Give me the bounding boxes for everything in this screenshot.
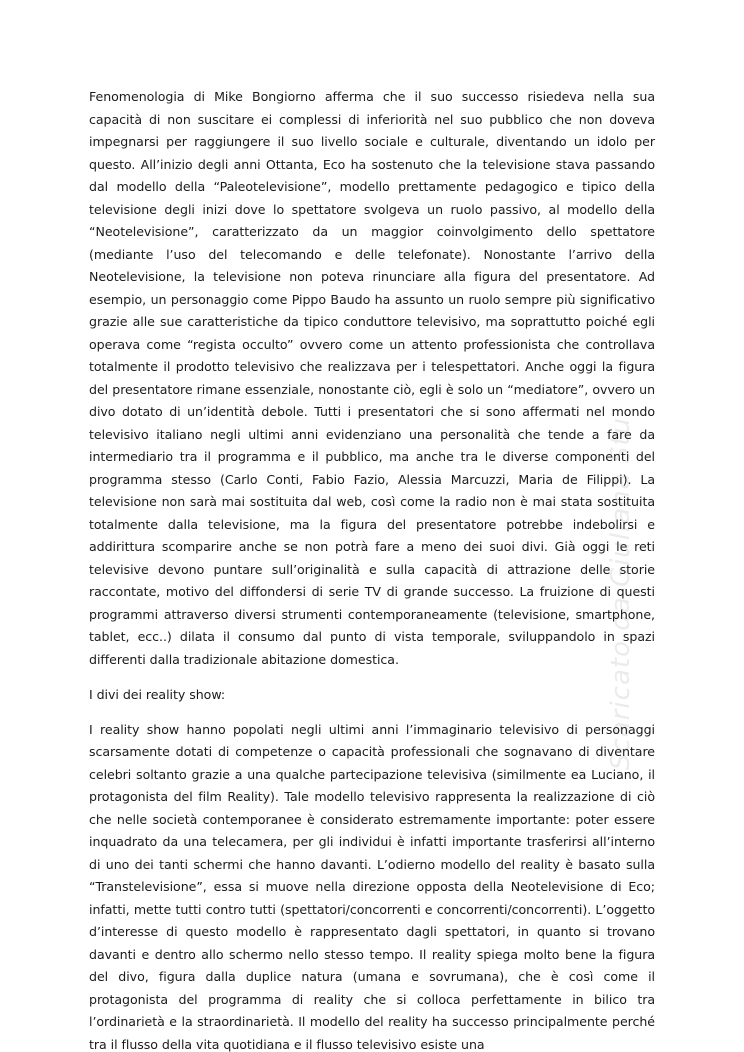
watermark: Scaricato da Giuliana Stu [606, 416, 636, 770]
section-heading-reality: I divi dei reality show: [89, 686, 226, 702]
paragraph-presentatore: Fenomenologia di Mike Bongiorno afferma che il suo successo risiedeva nella sua capacità di non suscitare ei complessi di inferiorità nel suo pubblico che non doveva impegnarsi per raggiungere il suo livello sociale e culturale, diventando un idolo per questo. All’inizio degli anni Ottanta, Eco ha sostenuto che la televisione stava passando dal modello della “Paleotelevisione”, modello prettamente pedagogico e tipico della televisione degli inizi dove lo spettatore svolgeva un ruolo passivo, al modello della “Neotelevisione”, caratterizzato da un maggior coinvolgimento dello spettatore (mediante l’uso del telecomando e delle telefonate). Nonostante l’arrivo della Neotelevisione, la televisione non poteva rinunciare alla figura del presentatore. Ad esempio, un personaggio come Pippo Baudo ha assunto un ruolo sempre più significativo grazie alle sue caratteristiche da tipico conduttore televisivo, ma soprattutto poiché egli operava come “regista occulto” ovvero come un attento professionista che controllava totalmente il prodotto televisivo che realizzava per i telespettatori. Anche oggi la figura del presentatore rimane essenziale, nonostante ciò, egli è solo un “mediatore”, ovvero un divo dotato di un’identità debole. Tutti i presentatori che si sono affermati nel mondo televisivo italiano negli ultimi anni evidenziano una personalità che tende a fare da intermediario tra il programma e il pubblico, ma anche tra le diverse componenti del programma stesso (Carlo Conti, Fabio Fazio, Alessia Marcuzzi, Maria de Filippi). La televisione non sarà mai sostituita dal web, così come la radio non è mai stata sostituita totalmente dalla televisione, ma la figura del presentatore potrebbe indebolirsi e addirittura scomparire anche se non potrà fare a meno dei suoi divi. Già oggi le reti televisive devono puntare sull’originalità e sulla capacità di attrazione delle storie raccontate, motivo del diffondersi di serie TV di grande successo. La fruizione di questi programmi attraverso diversi strumenti contemporaneamente (televisione, smartphone, tablet, ecc..) dilata il consumo dal punto di vista temporale, sviluppandolo in spazi differenti dalla tradizionale abitazione domestica. [89, 89, 655, 667]
paragraph-reality: I reality show hanno popolati negli ultimi anni l’immaginario televisivo di personaggi scarsamente dotati di competenze o capacità professionali che sognavano di diventare celebri soltanto grazie a una qualche partecipazione televisiva (similmente ea Luciano, il protagonista del film Reality). Tale modello televisivo rappresenta la realizzazione di ciò che nelle società contemporanee è considerato estremamente importante: poter essere inquadrato da una telecamera, per gli individui è infatti importante trasferirsi all’interno di uno dei tanti schermi che hanno davanti. L’odierno modello del reality è basato sulla “Transtelevisione”, essa si muove nella direzione opposta della Neotelevisione di Eco; infatti, mette tutti contro tutti (spettatori/concorrenti e concorrenti/concorrenti). L’oggetto d’interesse di questo modello è rappresentato dagli spettatori, in quanto si trovano davanti e dentro allo schermo nello stesso tempo. Il reality spiega molto bene la figura del divo, figura dalla duplice natura (umana e sovrumana), che è così come il protagonista del programma di reality che si colloca perfettamente in bilico tra l’ordinarietà e la straordinarietà. Il modello del reality ha successo principalmente perché tra il flusso della vita quotidiana e il flusso televisivo esiste una [89, 721, 655, 1052]
body-text [89, 86, 655, 1052]
